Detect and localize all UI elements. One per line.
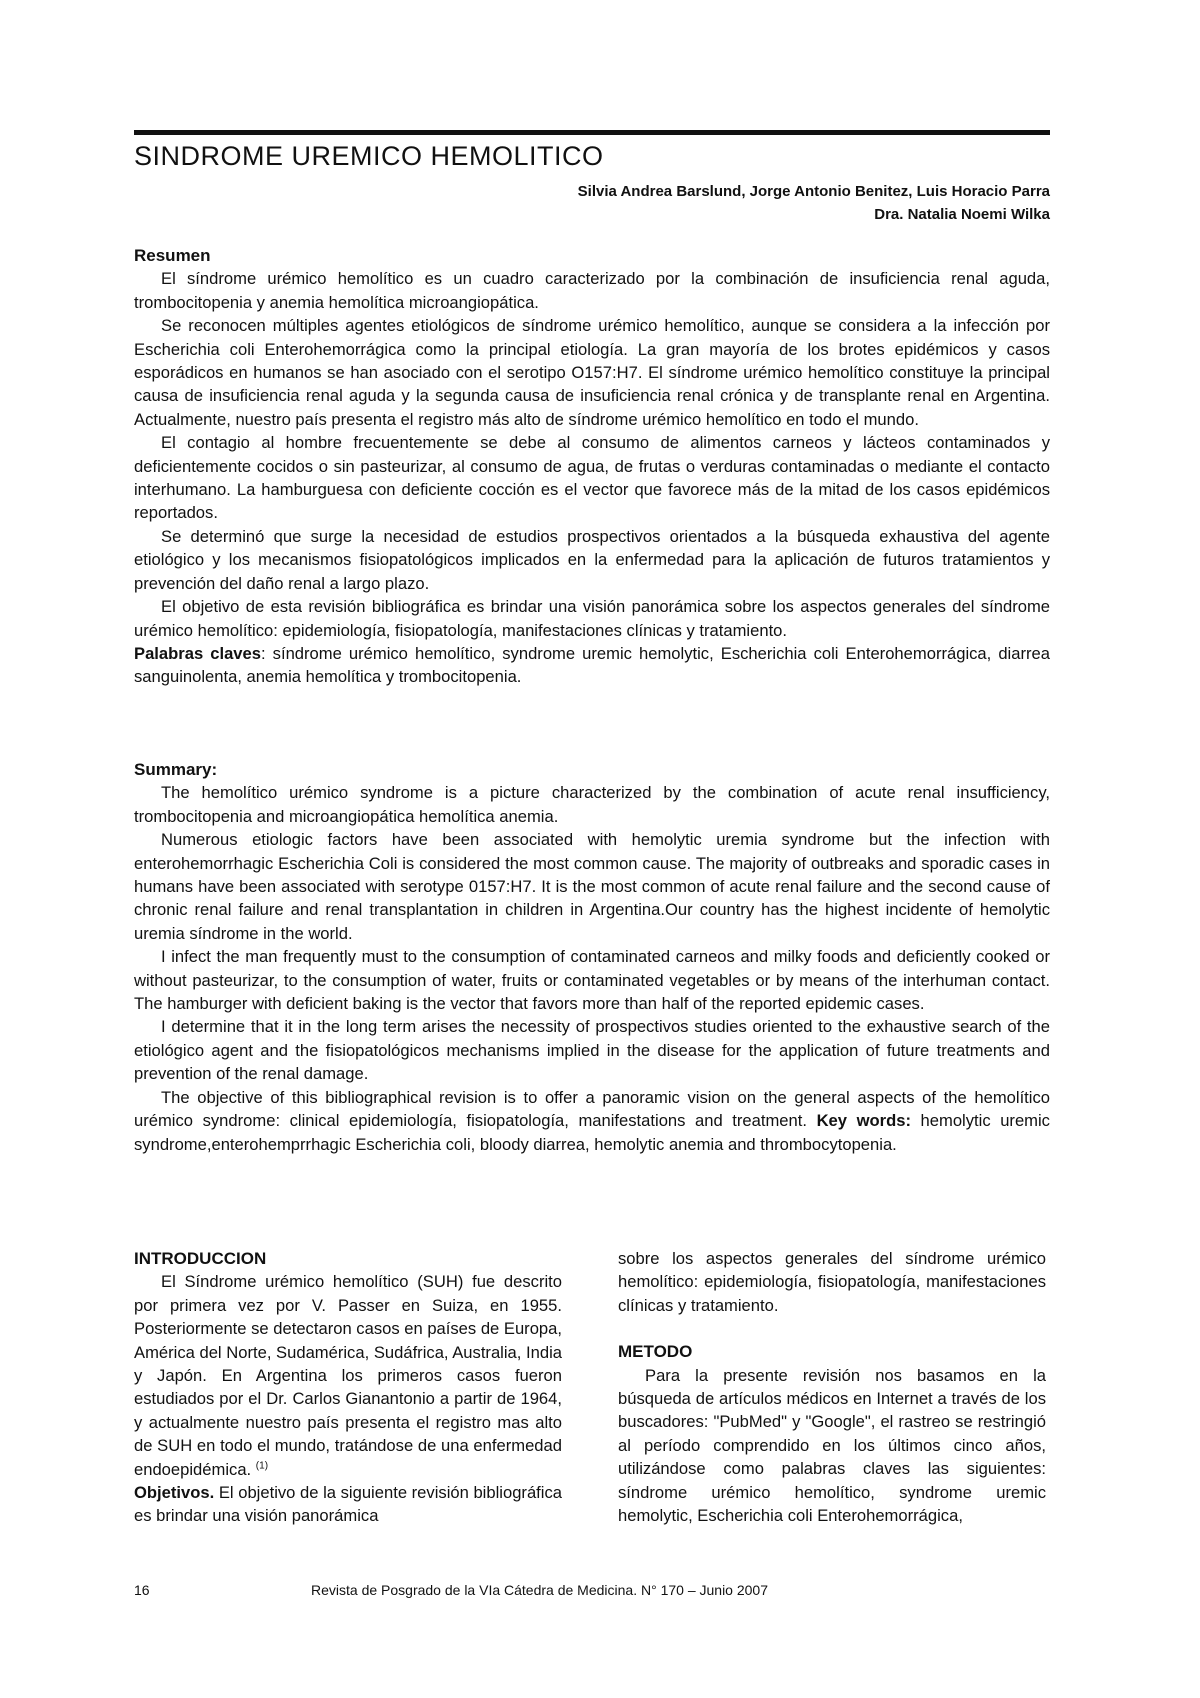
authors-block xyxy=(578,180,1050,226)
journal-citation: Revista de Posgrado de la VIa Cátedra de Medicina. N° 170 – Junio 2007 xyxy=(311,1582,768,1598)
summary-keywords-text: hemolytic uremic syndrome,enterohemprrhagic Escherichia coli, bloody diarrea, hemolytic anemia and thrombocytopenia. xyxy=(134,1111,1050,1154)
article-title: SINDROME UREMICO HEMOLITICO xyxy=(134,141,604,171)
authors-line-2: Dra. Natalia Noemi Wilka xyxy=(874,206,1050,223)
resumen-keywords xyxy=(134,642,1050,689)
introduccion-paragraph xyxy=(134,1270,562,1481)
column-spacer xyxy=(618,1317,1046,1340)
resumen-paragraph-1: El síndrome urémico hemolítico es un cuadro caracterizado por la combinación de insuficiencia renal aguda, trombocitopenia y anemia hemolítica microangiopática. xyxy=(134,269,1050,312)
resumen-paragraph-5: El objetivo de esta revisión bibliográfica es brindar una visión panorámica sobre los aspectos generales del síndrome urémico hemolítico: epidemiología, fisiopatología, manifestaciones clínicas y tratamiento. xyxy=(134,597,1050,640)
page-number: 16 xyxy=(134,1582,150,1598)
left-column xyxy=(134,1247,562,1528)
summary-paragraph-2: Numerous etiologic factors have been associated with hemolytic uremia syndrome but the infection with enterohemorrhagic Escherichia Coli is considered the most common cause. The majority of outbreaks and sporadic cases in humans have been associated with serotype 0157:H7. It is the most common of acute renal failure and the second cause of chronic renal failure and renal transplantation in children in Argentina.Our country has the highest incidente of hemolytic uremia síndrome in the world. xyxy=(134,830,1050,943)
introduccion-text: El Síndrome urémico hemolítico (SUH) fue descrito por primera vez por V. Passer en Suiza, en 1955. Posteriormente se detectaron casos en países de Europa, América del Norte, Sudamérica, Sudáfrica, Australia, India y Japón. En Argentina los primeros casos fueron estudiados por el Dr. Carlos Gianantonio a partir de 1964, y actualmente nuestro país presenta el registro mas alto de SUH en todo el mundo, tratándose de una enfermedad endoepidémica. xyxy=(134,1272,563,1479)
objetivos-label: Objetivos. xyxy=(134,1483,215,1503)
resumen-paragraph-4: Se determinó que surge la necesidad de estudios prospectivos orientados a la búsqueda exhaustiva del agente etiológico y los mecanismos fisiopatológicos implicados en la enfermedad para la aplicación de futuros tratamientos y prevención del daño renal a largo plazo. xyxy=(134,526,1050,593)
resumen-heading: Resumen xyxy=(134,246,211,265)
summary-keywords-label: Key words: xyxy=(816,1111,911,1131)
citation-marker: (1) xyxy=(255,1460,269,1472)
resumen-paragraph-2: Se reconocen múltiples agentes etiológicos de síndrome urémico hemolítico, aunque se considera a la infección por Escherichia coli Enterohemorrágica como la principal etiología. La gran mayoría de los brotes epidémicos y casos esporádicos en humanos se han asociado con el serotipo O157:H7. El síndrome urémico hemolítico constituye la principal causa de insuficiencia renal aguda y la segunda causa de insuficiencia renal crónica y de transplante renal en Argentina. Actualmente, nuestro país presenta el registro más alto de síndrome urémico hemolítico en todo el mundo. xyxy=(134,316,1050,429)
article-page xyxy=(134,0,1050,1698)
summary-heading: Summary: xyxy=(134,760,218,779)
authors-line-1: Silvia Andrea Barslund, Jorge Antonio Benitez, Luis Horacio Parra xyxy=(577,183,1050,200)
objetivos-paragraph xyxy=(134,1481,562,1528)
resumen-paragraph-3: El contagio al hombre frecuentemente se debe al consumo de alimentos carneos y lácteos contaminados y deficientemente cocidos o sin pasteurizar, al consumo de agua, de frutas o verduras contaminadas o mediante el contacto interhumano. La hamburguesa con deficiente cocción es el vector que favorece más de la mitad de los casos epidémicos reportados. xyxy=(134,433,1050,523)
top-rule xyxy=(134,130,1050,135)
summary-last-paragraph-text: The objective of this bibliographical revision is to offer a panoramic vision on the general aspects of the hemolítico urémico syndrome: clinical epidemiología, fisiopatología, manifestations and treatment. xyxy=(134,1087,1050,1131)
objetivos-continuation: sobre los aspectos generales del síndrome urémico hemolítico: epidemiología, fisiopatología, manifestaciones clínicas y tratamiento. xyxy=(618,1249,1046,1315)
resumen-section xyxy=(134,244,1050,689)
summary-paragraph-5 xyxy=(134,1086,1050,1156)
introduccion-heading: INTRODUCCION xyxy=(134,1249,267,1268)
summary-paragraph-4: I determine that it in the long term arises the necessity of prospectivos studies oriented to the exhaustive search of the etiológico agent and the fisiopatológicos mechanisms implied in the disease for the application of future treatments and prevention of the renal damage. xyxy=(134,1017,1050,1084)
summary-section xyxy=(134,758,1050,1156)
resumen-keywords-label: Palabras claves xyxy=(134,643,261,663)
objetivos-text: El objetivo de la siguiente revisión bibliográfica es brindar una visión panorámica xyxy=(134,1483,562,1526)
resumen-keywords-text: : síndrome urémico hemolítico, syndrome uremic hemolytic, Escherichia coli Enterohemorrágica, diarrea sanguinolenta, anemia hemolítica y trombocitopenia. xyxy=(134,643,1050,687)
summary-paragraph-1: The hemolítico urémico syndrome is a picture characterized by the combination of acute renal insufficiency, trombocitopenia and microangiopática hemolítica anemia. xyxy=(134,783,1050,826)
metodo-heading: METODO xyxy=(618,1342,693,1362)
metodo-paragraph: Para la presente revisión nos basamos en la búsqueda de artículos médicos en Internet a través de los buscadores: "PubMed" y "Google", el rastreo se restringió al período comprendido en los últimos cinco años, utilizándose como palabras claves las siguientes: síndrome urémico hemolítico, syndrome uremic hemolytic, Escherichia coli Enterohemorrágica, xyxy=(618,1365,1046,1526)
right-column xyxy=(618,1247,1046,1527)
summary-paragraph-3: I infect the man frequently must to the consumption of contaminated carneos and milky foods and deficiently cooked or without pasteurizar, to the consumption of water, fruits or contaminated vegetables or by means of the interhuman contact. The hamburger with deficient baking is the vector that favors more than half of the reported epidemic cases. xyxy=(134,947,1050,1014)
